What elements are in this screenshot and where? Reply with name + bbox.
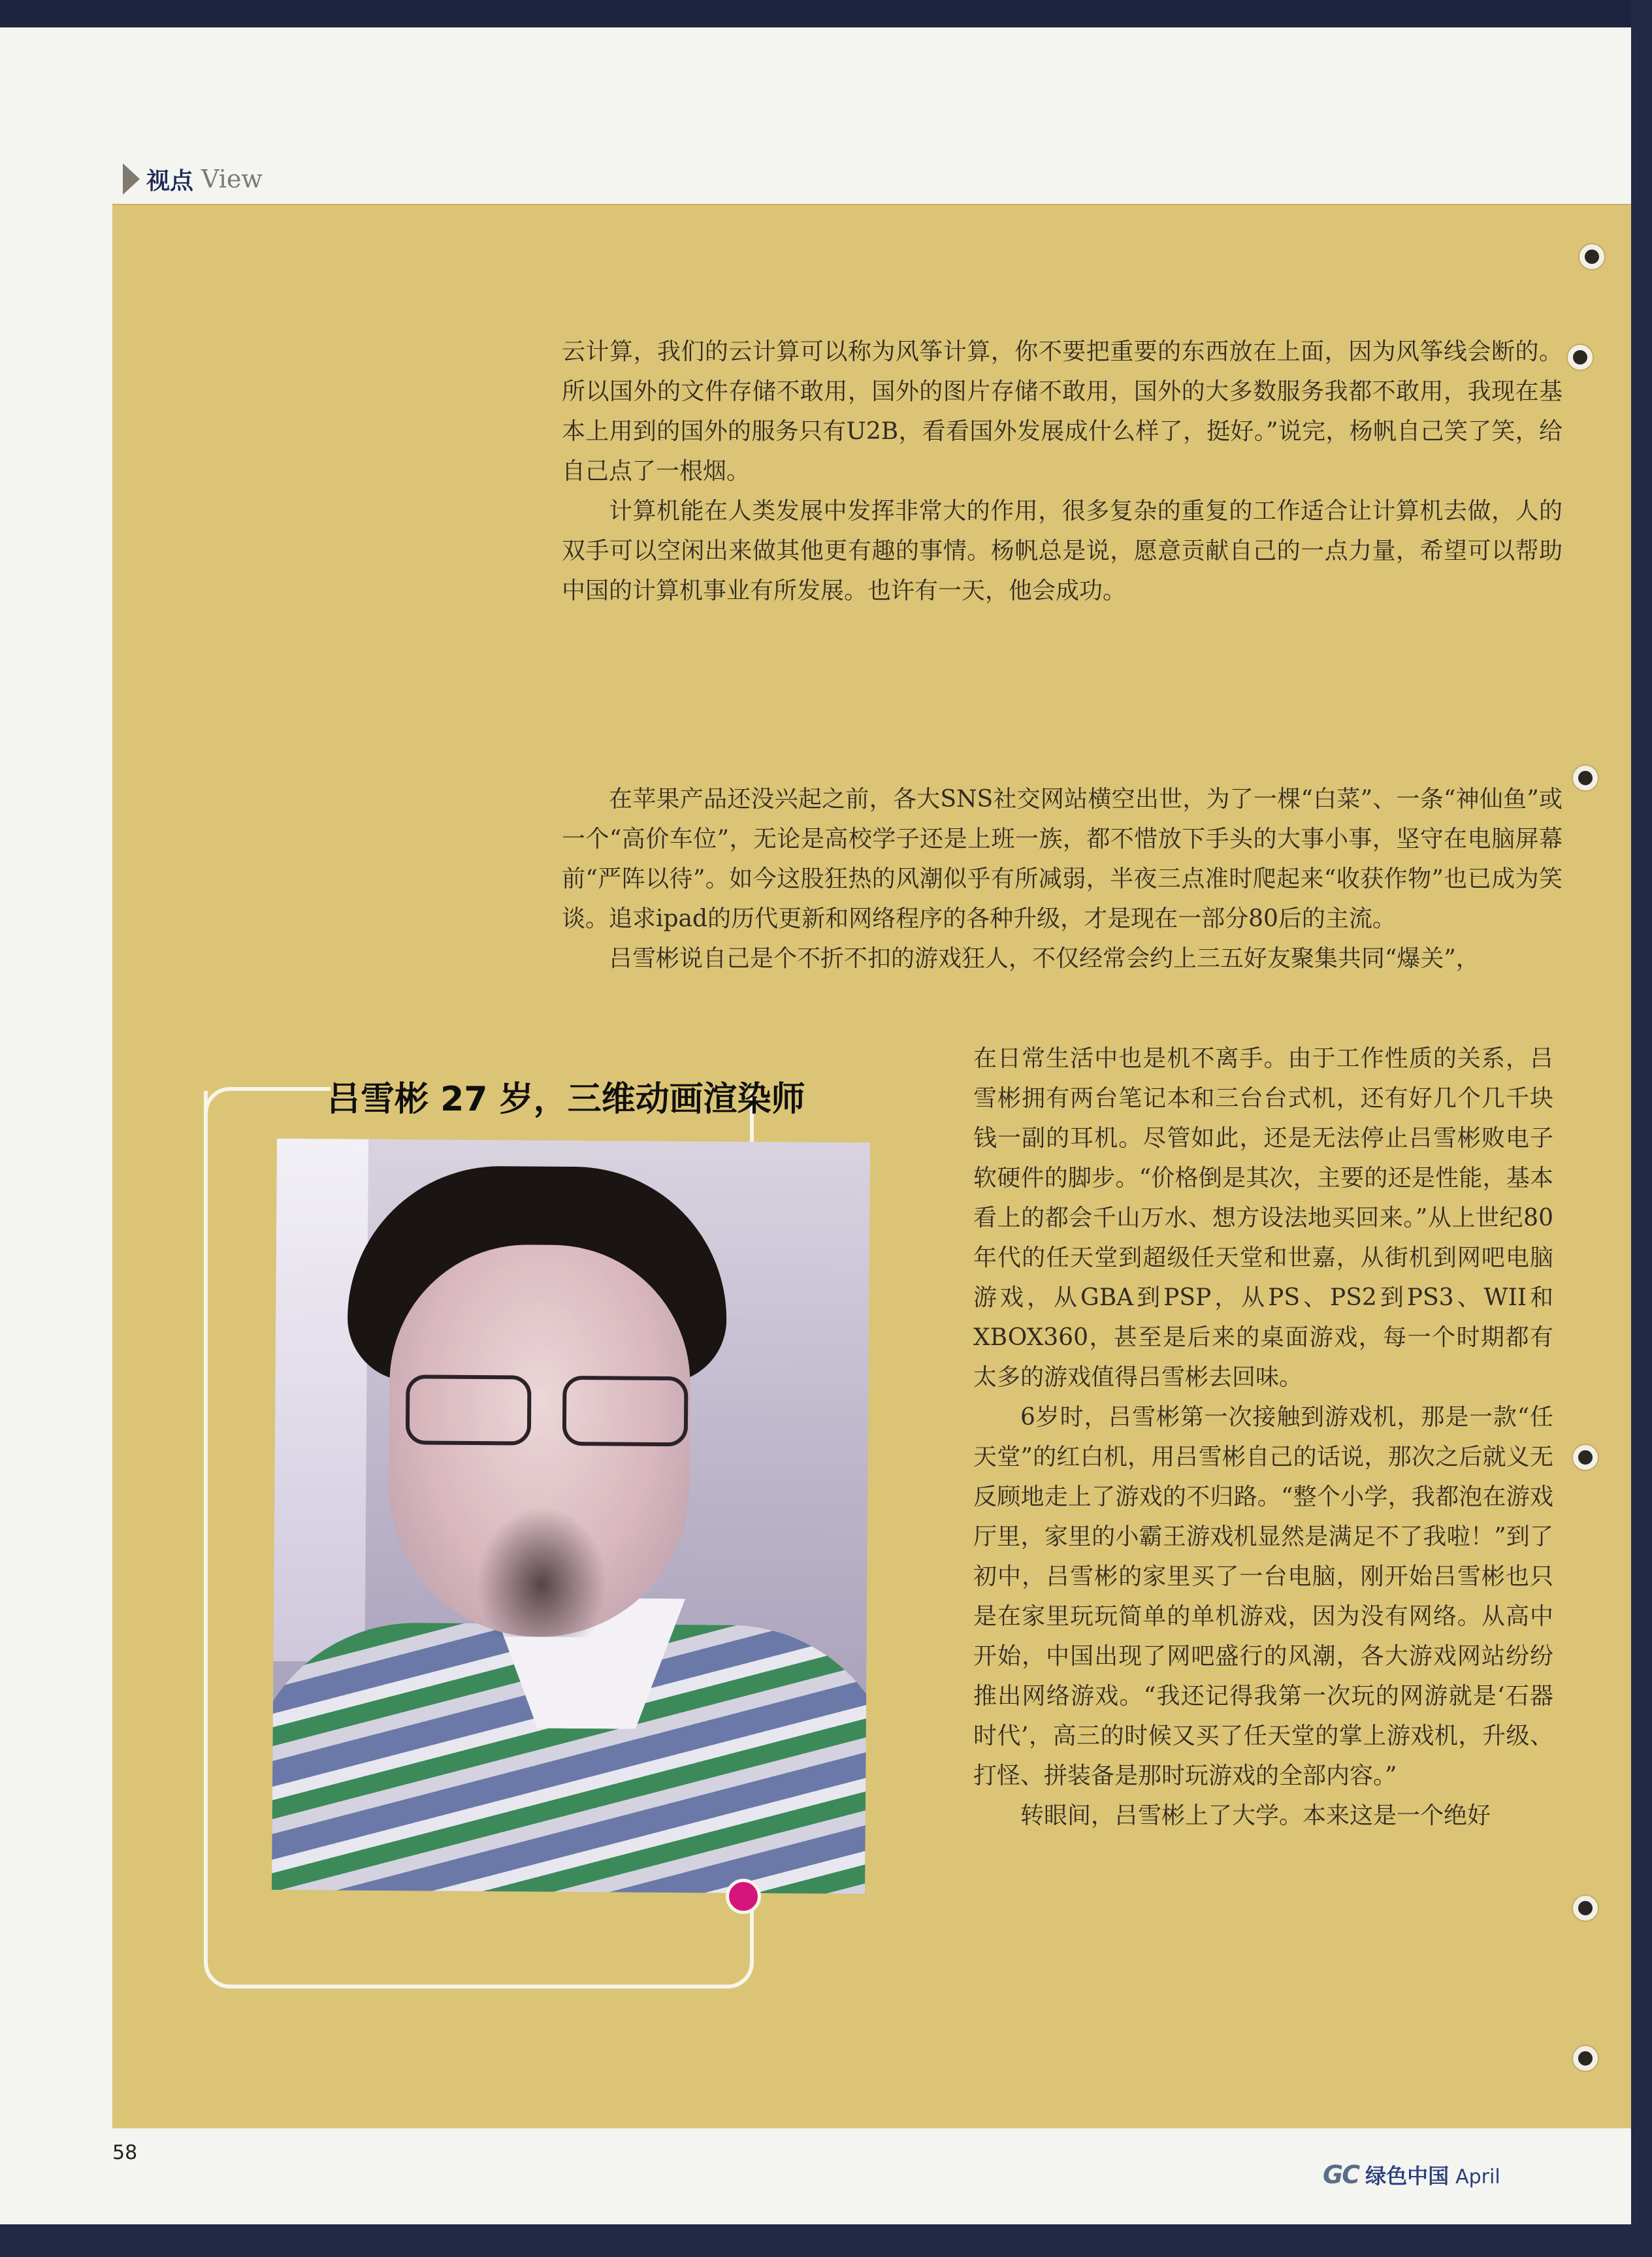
article-block-1 bbox=[562, 332, 1563, 611]
scan-border-top bbox=[0, 0, 1652, 27]
binder-hole-icon bbox=[1573, 766, 1598, 790]
glasses-icon bbox=[406, 1374, 694, 1442]
triangle-arrow-icon bbox=[123, 163, 140, 195]
article-paragraph: 吕雪彬说自己是个不折不扣的游戏狂人，不仅经常会约上三五好友聚集共同“爆关”， bbox=[609, 945, 1480, 972]
callout-title: 吕雪彬 27 岁，三维动画渲染师 bbox=[327, 1080, 805, 1119]
binder-hole-icon bbox=[1573, 1445, 1598, 1470]
article-block-2 bbox=[562, 779, 1563, 979]
gc-logo-icon: GC bbox=[1323, 2160, 1359, 2189]
binder-hole-icon bbox=[1568, 345, 1593, 370]
article-paragraph: 计算机能在人类发展中发挥非常大的作用，很多复杂的重复的工作适合让计算机去做，人的双手可以空闲出来做其他更有趣的事情。杨帆总是说，愿意贡献自己的一点力量，希望可以帮助中国的计算机事业有所发展。也许有一天，他会成功。 bbox=[562, 498, 1563, 604]
article-paragraph: 6岁时，吕雪彬第一次接触到游戏机，那是一款“任天堂”的红白机，用吕雪彬自己的话说，那次之后就义无反顾地走上了游戏的不归路。“整个小学，我都泡在游戏厅里，家里的小霸王游戏机显然是满足不了我啦！”到了初中，吕雪彬的家里买了一台电脑，刚开始吕雪彬也只是在家里玩玩简单的单机游戏，因为没有网络。从高中开始，中国出现了网吧盛行的风潮，各大游戏网站纷纷推出网络游戏。“我还记得我第一次玩的网游就是‘石器时代’，高三的时候又买了任天堂的掌上游戏机，升级、打怪、拼装备是那时玩游戏的全部内容。” bbox=[973, 1404, 1553, 1789]
scan-border-right bbox=[1631, 0, 1652, 2257]
scan-border-bottom bbox=[0, 2224, 1652, 2257]
footer-brand bbox=[1323, 2160, 1500, 2190]
section-label-zh: 视点 bbox=[146, 167, 194, 195]
issue-month: April bbox=[1455, 2166, 1500, 2188]
portrait-photo bbox=[272, 1139, 870, 1894]
section-label-en: View bbox=[201, 165, 263, 193]
photo-window-light bbox=[273, 1139, 368, 1662]
article-paragraph: 在苹果产品还没兴起之前，各大SNS社交网站横空出世，为了一棵“白菜”、一条“神仙鱼”或一个“高价车位”，无论是高校学子还是上班一族，都不惜放下手头的大事小事，坚守在电脑屏幕前“严阵以待”。如今这股狂热的风潮似乎有所减弱，半夜三点准时爬起来“收获作物”也已成为笑谈。追求ipad的历代更新和网络程序的各种升级，才是现在一部分80后的主流。 bbox=[562, 786, 1563, 932]
binder-hole-icon bbox=[1579, 244, 1604, 269]
photo-beard bbox=[476, 1506, 607, 1637]
article-paragraph: 云计算，我们的云计算可以称为风筝计算，你不要把重要的东西放在上面，因为风筝线会断的。所以国外的文件存储不敢用，国外的图片存储不敢用，国外的大多数服务我都不敢用，我现在基本上用到的国外的服务只有U2B，看看国外发展成什么样了，挺好。”说完，杨帆自己笑了笑，给自己点了一根烟。 bbox=[562, 338, 1563, 485]
magazine-name: 绿色中国 bbox=[1365, 2164, 1450, 2188]
article-paragraph: 转眼间，吕雪彬上了大学。本来这是一个绝好 bbox=[1020, 1802, 1491, 1829]
article-paragraph: 在日常生活中也是机不离手。由于工作性质的关系，吕雪彬拥有两台笔记本和三台台式机，还有好几个几千块钱一副的耳机。尽管如此，还是无法停止吕雪彬败电子软硬件的脚步。“价格倒是其次，主要的还是性能，基本看上的都会千山万水、想方设法地买回来。”从上世纪80年代的任天堂到超级任天堂和世嘉，从街机到网吧电脑游戏，从GBA到PSP，从PS、PS2到PS3、WII和XBOX360，甚至是后来的桌面游戏，每一个时期都有太多的游戏值得吕雪彬去回味。 bbox=[973, 1045, 1553, 1391]
article-block-3 bbox=[973, 1039, 1553, 1836]
section-label bbox=[123, 159, 263, 199]
pink-dot-icon bbox=[726, 1879, 761, 1914]
binder-hole-icon bbox=[1573, 1896, 1598, 1921]
binder-hole-icon bbox=[1573, 2046, 1598, 2071]
page-number: 58 bbox=[112, 2141, 138, 2164]
